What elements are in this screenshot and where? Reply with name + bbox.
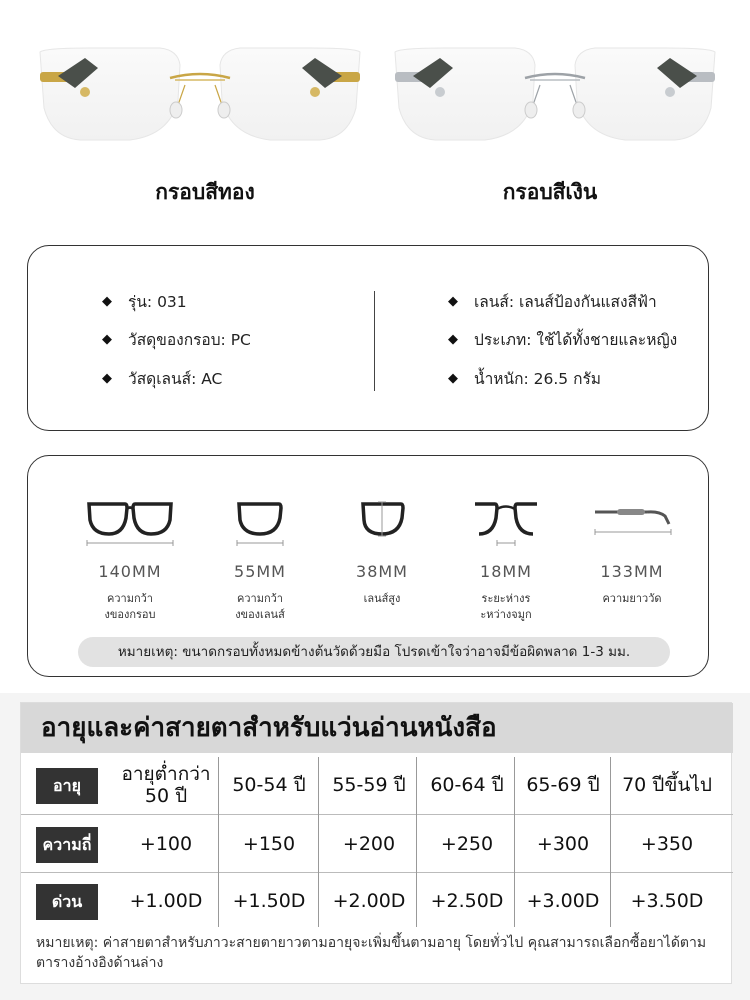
table-row — [21, 757, 733, 812]
table-cell: +1.00D — [129, 889, 203, 912]
dimension-value: 55MM — [234, 562, 286, 581]
table-cell: +3.00D — [526, 889, 600, 912]
table-cell: 65-69 ปี — [526, 773, 600, 796]
table-cell: +3.50D — [630, 889, 704, 912]
table-cell: +350 — [640, 832, 694, 855]
product-photos — [0, 0, 750, 240]
column-divider — [318, 757, 319, 927]
silver-frame-caption: กรอบสีเงิน — [502, 180, 598, 204]
dimension-value: 38MM — [356, 562, 408, 581]
lens-width-icon — [215, 496, 305, 546]
spec-item: ◆ วัสดุเลนส์: AC — [102, 369, 223, 388]
spec-panel — [27, 245, 709, 431]
column-divider — [218, 757, 219, 927]
diamond-bullet-icon: ◆ — [448, 332, 458, 348]
silver-frame-glasses-image — [385, 30, 725, 160]
age-table-footnote: หมายเหตุ: ค่าสายตาสำหรับภาวะสายตายาวตามอายุจะเพิ่มขึ้นตามอายุ โดยทั่วไป คุณสามารถเลือกซื้อยาได้ตามตารางอ้างอิงด้านล่าง — [36, 935, 707, 971]
spec-item: ◆ รุ่น: 031 — [102, 292, 187, 311]
table-cell: +2.50D — [430, 889, 504, 912]
table-cell: +100 — [139, 832, 193, 855]
temple-length-icon — [587, 496, 677, 546]
row-header: อายุ — [36, 768, 98, 804]
age-table-card — [20, 702, 732, 984]
column-divider — [416, 757, 417, 927]
dimension-temple-length — [562, 496, 702, 607]
table-cell: +250 — [440, 832, 494, 855]
diamond-bullet-icon: ◆ — [102, 370, 112, 386]
frame-width-icon — [85, 496, 175, 546]
diamond-bullet-icon: ◆ — [102, 332, 112, 348]
table-row — [21, 816, 733, 871]
spec-item: ◆ เลนส์: เลนส์ป้องกันแสงสีฟ้า — [448, 292, 657, 311]
table-cell: 55-59 ปี — [332, 773, 406, 796]
spec-item: ◆ วัสดุของกรอบ: PC — [102, 331, 251, 350]
age-table-title: อายุและค่าสายตาสำหรับแว่นอ่านหนังสือ — [21, 703, 733, 753]
spec-column-left — [102, 282, 251, 398]
table-cell: 70 ปีขึ้นไป — [622, 773, 712, 796]
dimension-label: ความยาววัด — [602, 592, 662, 605]
dimension-frame-width — [60, 496, 200, 623]
dimension-label: เลนส์สูง — [363, 592, 401, 605]
table-row — [21, 873, 733, 928]
table-cell: +150 — [242, 832, 296, 855]
table-cell: อายุต่ำกว่า 50 ปี — [121, 762, 211, 807]
column-divider — [514, 757, 515, 927]
dimension-label: ความกว้า งของกรอบ — [104, 592, 156, 621]
spec-divider — [374, 291, 375, 391]
dimension-value: 133MM — [600, 562, 664, 581]
bridge-width-icon — [461, 496, 551, 546]
spec-item: ◆ ประเภท: ใช้ได้ทั้งชายและหญิง — [448, 331, 678, 350]
table-cell: +1.50D — [232, 889, 306, 912]
dimension-value: 140MM — [98, 562, 162, 581]
row-header: ความถี่ — [36, 827, 98, 863]
dimension-lens-width — [190, 496, 330, 623]
table-cell: +2.00D — [332, 889, 406, 912]
table-cell: 60-64 ปี — [430, 773, 504, 796]
diamond-bullet-icon: ◆ — [102, 293, 112, 309]
table-cell: 50-54 ปี — [232, 773, 306, 796]
gold-frame-glasses-image — [30, 30, 370, 160]
dimension-lens-height — [312, 496, 452, 607]
row-divider — [21, 814, 733, 815]
column-divider — [610, 757, 611, 927]
dimensions-panel — [27, 455, 709, 677]
table-cell: +200 — [342, 832, 396, 855]
dimension-bridge-width — [436, 496, 576, 623]
table-cell: +300 — [536, 832, 590, 855]
dimension-label: ระยะห่างร ะหว่างจมูก — [480, 592, 532, 621]
lens-height-icon — [337, 496, 427, 546]
age-table-section — [0, 693, 750, 1000]
measurement-note: หมายเหตุ: ขนาดกรอบทั้งหมดข้างต้นวัดด้วยมือ โปรดเข้าใจว่าอาจมีข้อผิดพลาด 1-3 มม. — [78, 637, 670, 667]
diamond-bullet-icon: ◆ — [448, 293, 458, 309]
spec-column-right — [448, 282, 677, 398]
gold-frame-caption: กรอบสีทอง — [155, 180, 255, 204]
diamond-bullet-icon: ◆ — [448, 370, 458, 386]
dimension-value: 18MM — [480, 562, 532, 581]
dimension-label: ความกว้า งของเลนส์ — [235, 592, 285, 621]
spec-item: ◆ น้ำหนัก: 26.5 กรัม — [448, 369, 602, 388]
row-header: ด่วน — [36, 884, 98, 920]
